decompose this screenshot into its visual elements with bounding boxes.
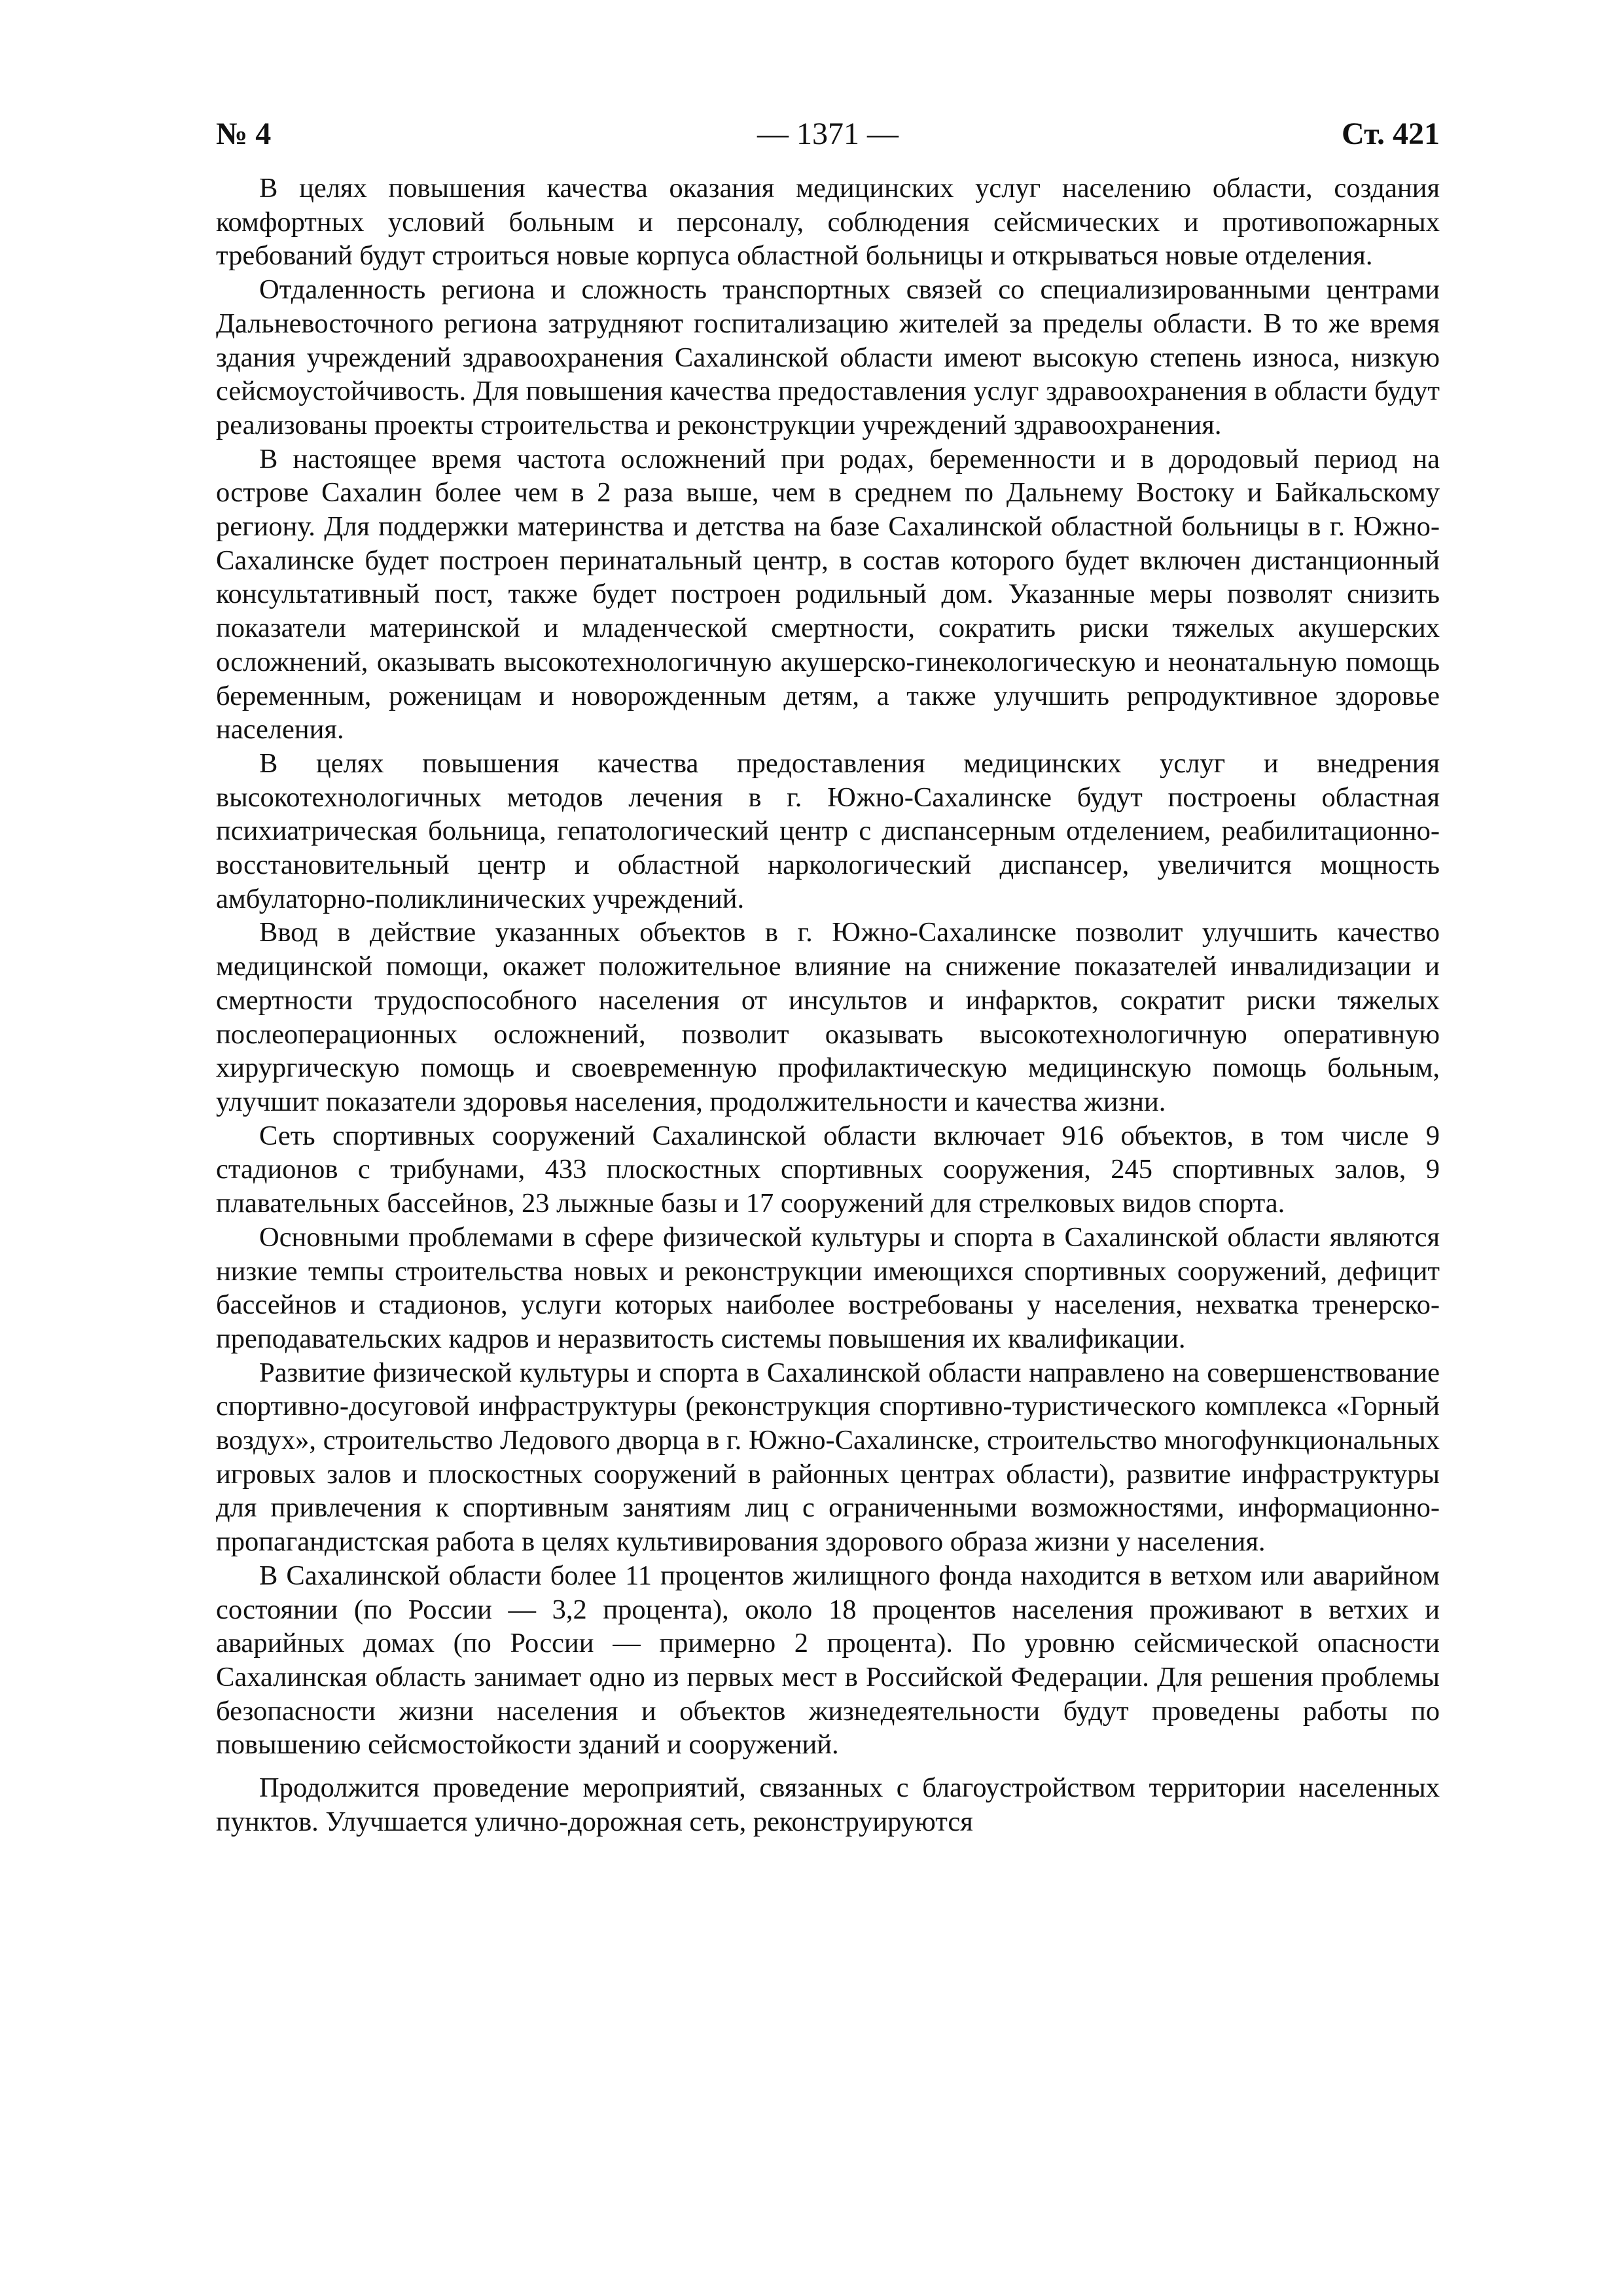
page-number: — 1371 — (757, 117, 899, 151)
paragraph-perinatal-center: В настоящее время частота осложнений при родах, беременности и в дородовый период на острове Сахалин более чем в 2 раза выше, чем в среднем по Дальнему Востоку и Байкальскому региону. Для поддержки материнства и детства на базе Сахалинской областной больницы в г. Южно-Сахалинске будет построен перинатальный центр, в состав которого будет включен дистанционный консультативный пост, также будет построен родильный дом. Указанные меры позволят снизить показатели материнской и младенческой смертности, сократить риски тяжелых акушерских осложнений, оказывать высокотехнологичную акушерско-гинекологическую и неонатальную помощь беременным, роженицам и новорожденным детям, а также улучшить репродуктивное здоровье населения. (216, 443, 1440, 745)
paragraph-facilities-impact: Ввод в действие указанных объектов в г. Южно-Сахалинске позволит улучшить качество медицинской помощи, окажет положительное влияние на снижение показателей инвалидизации и смертности трудоспособного населения от инсультов и инфарктов, сократит риски тяжелых послеоперационных осложнений, позволит оказывать высокотехнологичную оперативную хирургическую помощь и своевременную профилактическую медицинскую помощь больным, улучшит показатели здоровья населения, продолжительности и качества жизни. (216, 917, 1440, 1117)
document-body (216, 171, 1440, 1839)
paragraph-sports-development: Развитие физической культуры и спорта в Сахалинской области направлено на совершенствование спортивно-досуговой инфраструктуры (реконструкция спортивно-туристического комплекса «Горный воздух», строительство Ледового дворца в г. Южно-Сахалинске, строительство многофункциональных игровых залов и плоскостных сооружений в районных центрах области), развитие инфраструктуры для привлечения к спортивным занятиям лиц с ограниченными возможностями, информационно-пропагандистская работа в целях культивирования здорового образа жизни у населения. (216, 1357, 1440, 1558)
paragraph-sports-network: Сеть спортивных сооружений Сахалинской области включает 916 объектов, в том числе 9 стадионов с трибунами, 433 плоскостных спортивных сооружения, 245 спортивных залов, 9 плавательных бассейнов, 23 лыжные базы и 17 сооружений для стрелковых видов спорта. (216, 1120, 1440, 1219)
paragraph-hospital-buildings: В целях повышения качества оказания медицинских услуг населению области, создания комфортных условий больным и персоналу, соблюдения сейсмических и противопожарных требований будут строиться новые корпуса областной больницы и открываться новые отделения. (216, 173, 1440, 272)
paragraph-housing: В Сахалинской области более 11 процентов жилищного фонда находится в ветхом или аварийном состоянии (по России — 3,2 процента), около 18 процентов населения проживают в ветхих и аварийных домах (по России — примерно 2 процента). По уровню сейсмической опасности Сахалинская область занимает одно из первых мест в Российской Федерации. Для решения проблемы безопасности жизни населения и объектов жизнедеятельности будут проведены работы по повышению сейсмостойкости зданий и сооружений. (216, 1560, 1440, 1761)
page-header (216, 111, 1440, 157)
article-number: Ст. 421 (1342, 117, 1440, 151)
issue-number: № 4 (216, 117, 272, 151)
paragraph-improvement: Продолжится проведение мероприятий, связанных с благоустройством территории населенных пунктов. Улучшается улично-дорожная сеть, реконструируются (216, 1772, 1440, 1837)
paragraph-sports-problems: Основными проблемами в сфере физической культуры и спорта в Сахалинской области являются низкие темпы строительства новых и реконструкции имеющихся спортивных сооружений, дефицит бассейнов и стадионов, услуги которых наиболее востребованы у населения, нехватка тренерско-преподавательских кадров и неразвитость системы повышения их квалификации. (216, 1221, 1440, 1354)
paragraph-region-remoteness: Отдаленность региона и сложность транспортных связей со специализированными центрами Дальневосточного региона затрудняют госпитализацию жителей за пределы области. В то же время здания учреждений здравоохранения Сахалинской области имеют высокую степень износа, низкую сейсмоустойчивость. Для повышения качества предоставления услуг здравоохранения в области будут реализованы проекты строительства и реконструкции учреждений здравоохранения. (216, 274, 1440, 440)
paragraph-new-medical-facilities: В целях повышения качества предоставления медицинских услуг и внедрения высокотехнологичных методов лечения в г. Южно-Сахалинске будут построены областная психиатрическая больница, гепатологический центр с диспансерным отделением, реабилитационно-восстановительный центр и областной наркологический диспансер, увеличится мощность амбулаторно-поликлинических учреждений. (216, 747, 1440, 914)
